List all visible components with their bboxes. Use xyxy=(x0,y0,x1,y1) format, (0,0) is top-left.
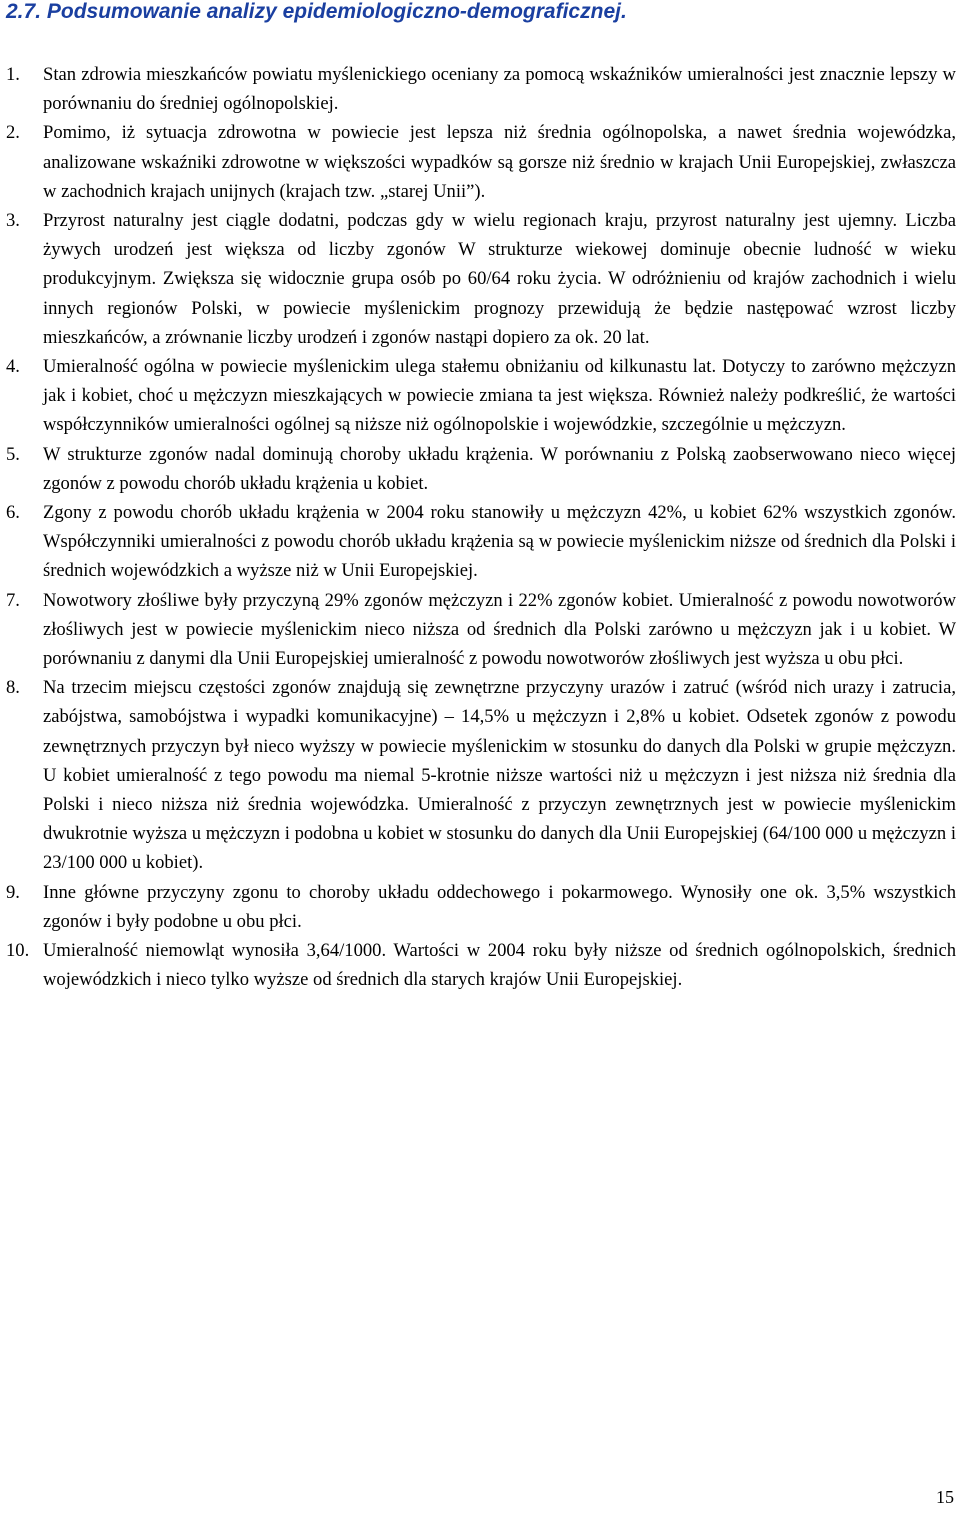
page-number: 15 xyxy=(936,1487,954,1507)
list-item-text: Umieralność ogólna w powiecie myślenickim ulega stałemu obniżaniu od kilkunastu lat. Dotyczy to zarówno mężczyzn jak i kobiet, choć u mężczyzn mieszkających w powiecie zmiana ta jest większa. Również należy podkreślić, że wartości współczynników umieralności ogólnej są niższe niż ogólnopolskie i wojewódzkie, szczególnie u mężczyzn. xyxy=(43,356,956,436)
list-item-text: Stan zdrowia mieszkańców powiatu myślenickiego oceniany za pomocą wskaźników umieralności jest znacznie lepszy w porównaniu do średniej ogólnopolskiej. xyxy=(43,64,956,115)
list-item xyxy=(6,936,956,994)
list-item xyxy=(6,206,956,352)
list-item-number: 4. xyxy=(6,356,20,378)
list-item-number: 7. xyxy=(6,589,20,611)
list-item-number: 8. xyxy=(6,677,20,699)
summary-list xyxy=(6,60,956,995)
list-item xyxy=(6,352,956,440)
list-item-text: Pomimo, iż sytuacja zdrowotna w powiecie jest lepsza niż średnia ogólnopolska, a nawet średnia wojewódzka, analizowane wskaźniki zdrowotne w większości wypadków są gorsze niż średnio w krajach Unii Europejskiej, zwłaszcza w zachodnich krajach unijnych (krajach tzw. „starej Unii”). xyxy=(43,122,956,202)
list-item-number: 6. xyxy=(6,502,20,524)
list-item-text: Inne główne przyczyny zgonu to choroby układu oddechowego i pokarmowego. Wynosiły one ok. 3,5% wszystkich zgonów i były podobne u obu płci. xyxy=(43,881,956,932)
list-item-text: W strukturze zgonów nadal dominują choroby układu krążenia. W porównaniu z Polską zaobserwowano nieco więcej zgonów z powodu chorób układu krążenia u kobiet. xyxy=(43,443,956,494)
list-item-text: Umieralność niemowląt wynosiła 3,64/1000. Wartości w 2004 roku były niższe od średnich ogólnopolskich, średnich wojewódzkich i nieco tylko wyższe od średnich dla starych krajów Unii Europejskiej. xyxy=(43,940,956,991)
list-item-number: 3. xyxy=(6,210,20,232)
list-item-number: 1. xyxy=(6,64,20,85)
list-item xyxy=(6,498,956,586)
list-item xyxy=(6,118,956,206)
list-item-text: Na trzecim miejscu częstości zgonów znajdują się zewnętrzne przyczyny urazów i zatruć (wśród nich urazy i zatrucia, zabójstwa, samobójstwa i wypadki komunikacyjne) – 14,5% u mężczyzn i 2,8% u kobiet. Odsetek zgonów z powodu zewnętrznych przyczyn był nieco wyższy w powiecie myślenickim w stosunku do danych dla Polski w grupie mężczyzn. U kobiet umieralność z tego powodu ma niemal 5-krotnie niższe wartości niż u mężczyzn i jest niższa niż średnia dla Polski i nieco niższa niż średnia wojewódzka. Umieralność z przyczyn zewnętrznych jest w powiecie myślenickim dwukrotnie wyższa u mężczyzn i podobna u kobiet w stosunku do danych dla Unii Europejskiej (64/100 000 u mężczyzn i 23/100 000 u kobiet). xyxy=(43,677,956,874)
list-item-number: 10. xyxy=(6,940,30,962)
list-item-number: 5. xyxy=(6,443,20,465)
list-item-number: 9. xyxy=(6,881,20,903)
list-item-text: Przyrost naturalny jest ciągle dodatni, podczas gdy w wielu regionach kraju, przyrost naturalny jest ujemny. Liczba żywych urodzeń jest większa od liczby zgonów W strukturze wiekowej dominuje obecnie ludność w wieku produkcyjnym. Zwiększa się widocznie grupa osób po 60/64 roku życia. W odróżnieniu od krajów zachodnich i wielu innych regionów Polski, w powiecie myślenickim prognozy przewidują że będzie następować wzrost liczby mieszkańców, a zrównanie liczby urodzeń i zgonów nastąpi dopiero za ok. 20 lat. xyxy=(43,210,956,348)
list-item xyxy=(6,60,956,118)
list-item-text: Zgony z powodu chorób układu krążenia w 2004 roku stanowiły u mężczyzn 42%, u kobiet 62% wszystkich zgonów. Współczynniki umieralności z powodu chorób układu krążenia są w powiecie myślenickim niższe od średnich dla Polski i średnich wojewódzkich a wyższe niż w Unii Europejskiej. xyxy=(43,502,956,582)
list-item xyxy=(6,586,956,674)
list-item xyxy=(6,673,956,877)
section-heading: 2.7. Podsumowanie analizy epidemiologiczno-demograficznej. xyxy=(6,0,627,23)
list-item xyxy=(6,440,956,498)
list-item xyxy=(6,878,956,936)
list-item-number: 2. xyxy=(6,122,20,144)
list-item-text: Nowotwory złośliwe były przyczyną 29% zgonów mężczyzn i 22% zgonów kobiet. Umieralność z powodu nowotworów złośliwych jest w powiecie myślenickim nieco niższa od średnich dla Polski zarówno u mężczyzn jak i u kobiet. W porównaniu z danymi dla Unii Europejskiej umieralność z powodu nowotworów złośliwych jest wyższa u obu płci. xyxy=(43,589,956,670)
